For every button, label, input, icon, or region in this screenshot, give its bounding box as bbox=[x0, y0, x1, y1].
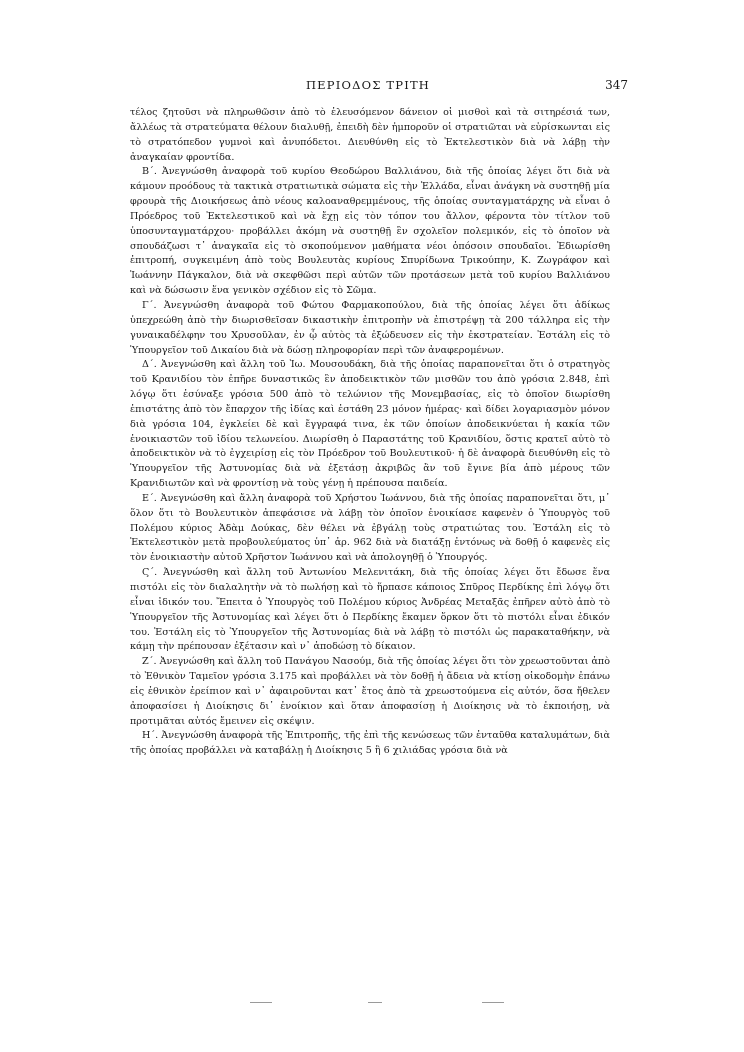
paragraph-z: Ζ΄. Ἀνεγνώσθη καὶ ἄλλη τοῦ Πανάγου Νασούμ, διὰ τῆς ὁποίας λέγει ὅτι τὸν χρεωστοῦνται ἀπὸ τὸ Ἐθνικὸν Ταμεῖον γρόσια 3.175 καὶ προβάλλει νὰ τὸν δοθῇ ἡ ἄδεια νὰ κτίσῃ οἰκοδομὴν ἐπάνω εἰς ἐθνικὸν ἐρείπιον καὶ ν᾽ ἀφαιροῦνται κατ᾽ ἔτος ἀπὸ τὰ χρεωστούμενα εἰς αὐτόν, ὅσα ἤθελεν ἀποφασίσει ἡ Διοίκησις δι᾽ ἐνοίκιον καὶ ὅταν ἀποφασίσῃ ἡ Διοίκησις νὰ τὸ ἐκποιήσῃ, νὰ προτιμᾶται αὐτός ἔμεινεν εἰς σκέψιν. bbox=[130, 656, 610, 727]
scan-mark bbox=[482, 1002, 504, 1003]
scan-mark bbox=[250, 1002, 272, 1003]
paragraph-h: Η΄. Ἀνεγνώσθη ἀναφορὰ τῆς Ἐπιτροπῆς, τῆς ἐπὶ τῆς κενώσεως τῶν ἐνταῦθα καταλυμάτων, διὰ τῆς ὁποίας προβάλλει νὰ καταβάλῃ ἡ Διοίκησις 5 ἢ 6 χιλιάδας γρόσια διὰ νὰ bbox=[130, 730, 610, 757]
page-number: 347 bbox=[605, 78, 628, 92]
paragraph-e: Ε΄. Ἀνεγνώσθη καὶ ἄλλη ἀναφορὰ τοῦ Χρήστου Ἰωάννου, διὰ τῆς ὁποίας παραπονεῖται ὅτι, μ᾽ ὅλον ὅτι τὸ Βουλευτικὸν ἀπεφάσισε νὰ λάβῃ τὸν ὁποῖον ἐνοικίασε καφενὲν ὁ Ὑπουργὸς τοῦ Πολέμου κύριος Ἀδὰμ Δούκας, δὲν θέλει νὰ ἐβγάλῃ τοὺς στρατιώτας του. Ἐστάλη εἰς τὸ Ἐκτελεστικὸν μετὰ προβουλεύματος ὑπ᾽ ἀρ. 962 διὰ νὰ διατάξῃ ἐντόνως νὰ δοθῇ ὁ καφενὲς εἰς τὸν ἐνοικιαστὴν αὐτοῦ Χρῆστον Ἰωάννου καὶ νὰ ἀπολογηθῇ ὁ Ὑπουργός. bbox=[130, 492, 610, 564]
paragraph-g: Γ΄. Ἀνεγνώσθη ἀναφορὰ τοῦ Φώτου Φαρμακοπούλου, διὰ τῆς ὁποίας λέγει ὅτι ἀδίκως ὑπεχρεώθη ἀπὸ τὴν διωρισθεῖσαν δικαστικὴν ἐπιτροπὴν νὰ ἐπιστρέψῃ τὰ 200 τάλληρα εἰς τὴν γυναικαδέλφην του Χρυσοῦλαν, ἐν ᾧ αὐτὸς τὰ ἐξώδευσεν εἰς τὴν ἐκστρατείαν. Ἐστάλη εἰς τὸ Ὑπουργεῖον τοῦ Δικαίου διὰ νὰ δώσῃ πληροφορίαν περὶ τῶν ἀναφερομένων. bbox=[130, 299, 610, 356]
paragraph-d: Δ΄. Ἀνεγνώσθη καὶ ἄλλη τοῦ Ἰω. Μουσουδάκη, διὰ τῆς ὁποίας παραπονεῖται ὅτι ὁ στρατηγὸς τοῦ Κρανιδίου τὸν ἐπῆρε δυναστικῶς ἓν ἀποδεικτικὸν τῶν μισθῶν του ἀπὸ γρόσια 2.848, ἐπὶ λόγῳ ὅτι ἐσύναξε γρόσια 500 ἀπὸ τὸ τελώνιον τῆς Μονεμβασίας, εἰς τὸ ὁποῖον διωρίσθη ἐπιστάτης ἀπὸ τὸν ἔπαρχον τῆς ἰδίας καὶ ἐστάθη 23 μόνον ἡμέρας· καὶ δίδει λογαριασμὸν μόνον διὰ γρόσια 104, ἐγκλείει δὲ καὶ ἔγγραφά τινα, ἐκ τῶν ὁποίων ἀποδεικνύεται ἡ κακία τῶν ἐνοικιαστῶν τοῦ ἰδίου τελωνείου. Διωρίσθη ὁ Παραστάτης τοῦ Κρανιδίου, ὅστις κρατεῖ αὐτὸ τὸ ἀποδεικτικὸν νὰ τὸ ἐγχειρίσῃ εἰς τὸν Πρόεδρον τοῦ Βουλευτικοῦ· ἡ δὲ ἀναφορὰ διευθύνθη εἰς τὸ Ὑπουργεῖον τῆς Ἀστυνομίας διὰ νὰ ἐξετάσῃ ἀκριβῶς ἂν τοῦ ἔγινε βία ἀπὸ μέρους τῶν Κρανιδιωτῶν καὶ νὰ φροντίσῃ νὰ τοὺς γένῃ ἡ πρέπουσα παιδεία. bbox=[130, 359, 610, 490]
scan-marks bbox=[250, 1000, 510, 1006]
page-header bbox=[118, 78, 628, 98]
paragraph-continuation: τέλος ζητοῦσι νὰ πληρωθῶσιν ἀπὸ τὸ ἐλευσόμενον δάνειον οἱ μισθοὶ καὶ τὰ σιτηρέσιά των, ἄλλέως τὰ στρατεύματα θέλουν διαλυθῇ, ἐπειδὴ δὲν ἠμποροῦν οἱ στρατιῶται νὰ εὑρίσκωνται εἰς τὸ στρατόπεδον γυμνοὶ καὶ ἀνυπόδετοι. Διευθύνθη εἰς τὸ Ἐκτελεστικὸν διὰ νὰ λάβῃ τὴν ἀναγκαίαν φροντίδα. bbox=[130, 107, 610, 163]
body-text bbox=[130, 106, 610, 759]
paragraph-st: Ϛ΄. Ἀνεγνώσθη καὶ ἄλλη τοῦ Ἀντωνίου Μελενιτάκη, διὰ τῆς ὁποίας λέγει ὅτι ἔδωσε ἕνα πιστόλι εἰς τὸν διαλαλητὴν νὰ τὸ πωλήσῃ καὶ τὸ ἥρπασε κάποιος Σπῦρος Περδίκης ἐπὶ λόγῳ ὅτι εἶναι ἰδικόν του. Ἔπειτα ὁ Ὑπουργὸς τοῦ Πολέμου κύριος Ἀνδρέας Μεταξᾶς ἐπῆρεν αὐτὸ ἀπὸ τὸ Ὑπουργεῖον τῆς Ἀστυνομίας καὶ λέγει ὅτι ὁ Περδίκης ἔκαμεν ὅρκον ὅτι τὸ πιστόλι εἶναι ἐδικόν του. Ἐστάλη εἰς τὸ Ὑπουργεῖον τῆς Ἀστυνομίας διὰ νὰ λάβῃ τὸ πιστόλι ὡς παρακαταθήκην, νὰ κάμῃ τὴν πρέπουσαν ἐξέτασιν καὶ ν᾽ ἀποδώσῃ τὸ δίκαιον. bbox=[130, 567, 610, 653]
paragraph-b: Β΄. Ἀνεγνώσθη ἀναφορὰ τοῦ κυρίου Θεοδώρου Βαλλιάνου, διὰ τῆς ὁποίας λέγει ὅτι διὰ νὰ κάμουν προόδους τὰ τακτικὰ στρατιωτικὰ σώματα εἰς τὴν Ἑλλάδα, εἶναι ἀνάγκη νὰ συστηθῇ μία φρουρὰ τῆς Διοικήσεως ἀπὸ νέους καλοαναθρεμμένους, τῆς ὁποίας συνταγματάρχης νὰ εἶναι ὁ Πρόεδρος τοῦ Ἐκτελεστικοῦ καὶ νὰ ἔχῃ εἰς τὸν τόπον του ἄλλον, φέροντα τὸν τίτλον τοῦ ὑποσυνταγματάρχου· προβάλλει ἀκόμη νὰ συστηθῇ ἓν σχολεῖον πολεμικόν, εἰς τὸ ὁποῖον νὰ σπουδάζωσι τ᾽ ἀναγκαῖα εἰς τὸ σκοπούμενον μαθήματα νέοι ὁπόσοιν σπουδαῖοι. Ἐδιωρίσθη ἐπιτροπή, συγκειμένη ἀπὸ τοὺς Βουλευτὰς κυρίους Σπυρίδωνα Τρικούπην, Κ. Ζωγράφον καὶ Ἰωάννην Πάγκαλον, διὰ νὰ σκεφθῶσι περὶ αὐτῶν τῶν προτάσεων μετὰ τοῦ κυρίου Βαλλιάνου καὶ νὰ δώσωσιν ἕνα γενικὸν σχέδιον εἰς τὸ Σῶμα. bbox=[130, 166, 610, 297]
running-title: ΠΕΡΙΟΔΟΣ ΤΡΙΤΗ bbox=[305, 78, 431, 92]
scan-mark bbox=[368, 1002, 382, 1003]
